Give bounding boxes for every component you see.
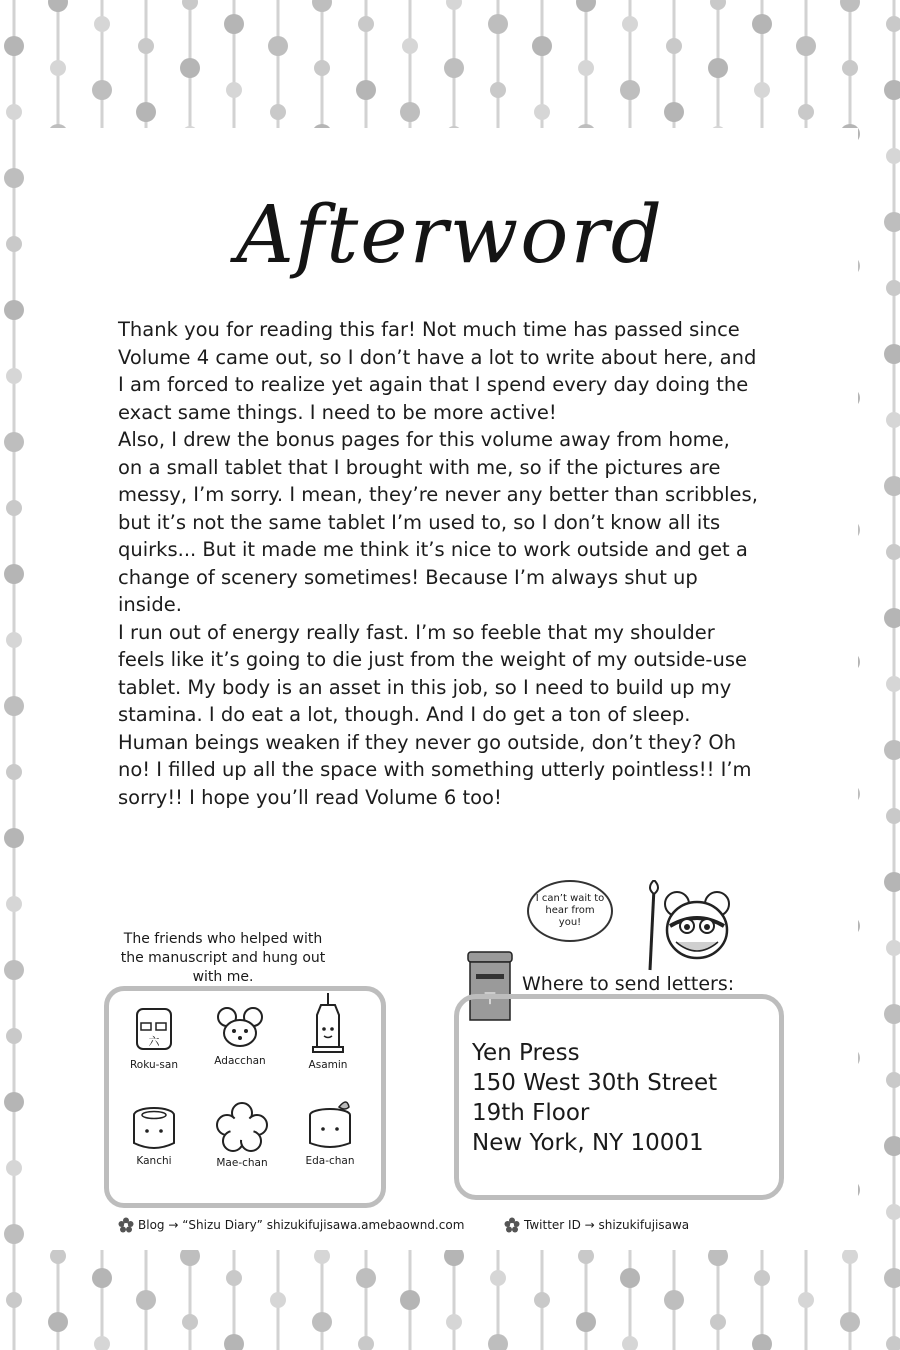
speech-bubble: I can’t wait to hear from you! [527, 880, 613, 942]
afterword-text [118, 316, 758, 811]
address-line: New York, NY 10001 [472, 1130, 704, 1156]
paragraph: Thank you for reading this far! Not much time has passed since Volume 4 came out, so I don’t have a lot to write about here, and I am forced to realize yet again that I spend every day doing the exact same things. I need to be more active! [118, 318, 757, 424]
friend-kanchi [119, 1103, 189, 1167]
friend-eda-chan [295, 1095, 365, 1167]
friend-mae-chan [207, 1101, 277, 1169]
friend-adacchan [205, 1003, 275, 1067]
tree-stump-icon [303, 1095, 357, 1153]
friend-name: Roku-san [129, 1059, 178, 1071]
afterword-panel [42, 128, 858, 1250]
friend-asamin [293, 991, 363, 1071]
flower-icon [215, 1101, 269, 1155]
blog-link[interactable] [118, 1217, 464, 1233]
mascot-with-brush-icon [632, 880, 742, 976]
friend-name: Adacchan [214, 1055, 266, 1067]
mailing-address [472, 1038, 772, 1158]
twitter-text: Twitter ID → shizukifujisawa [524, 1218, 690, 1232]
friend-name: Mae-chan [216, 1157, 268, 1169]
friend-roku-san [119, 1003, 189, 1071]
blog-text: Blog → “Shizu Diary” shizukifujisawa.amebaownd.com [138, 1218, 465, 1232]
paragraph: Also, I drew the bonus pages for this volume away from home, on a small tablet that I brought with me, so if the pictures are messy, I’m sorry. I mean, they’re never any better than scribbles, but it’s not the same tablet I’m used to, so I don’t know all its quirks... But it made me think it’s nice to work outside and get a change of scenery sometimes! Because I’m always shut up inside. [118, 428, 758, 616]
friends-caption: The friends who helped with the manuscript and hung out with me. [120, 931, 326, 985]
friends-box [104, 986, 386, 1208]
mouse-icon [213, 1003, 267, 1053]
twitter-link[interactable] [504, 1217, 689, 1233]
svg-text:〒: 〒 [481, 989, 499, 1008]
syringe-icon [303, 991, 353, 1057]
address-line: Yen Press [472, 1040, 580, 1066]
address-line: 19th Floor [472, 1100, 590, 1126]
paragraph: I run out of energy really fast. I’m so feeble that my shoulder feels like it’s going to die just from the weight of my outside-use tablet. My body is an asset in this job, so I need to build up my stamina. I do eat a lot, though. And I do get a ton of sleep. Human beings weaken if they never go outside, don’t they? Oh no! I filled up all the space with something utterly pointless!! I’m sorry!! I hope you’ll read Volume 6 too! [118, 620, 752, 809]
svg-text:六: 六 [148, 1035, 160, 1048]
address-line: 150 West 30th Street [472, 1070, 718, 1096]
letters-heading: Where to send letters: [522, 973, 735, 995]
can-icon [127, 1103, 181, 1153]
page-title: Afterword [236, 188, 664, 281]
flower-bullet-icon [504, 1217, 520, 1233]
friend-name: Asamin [308, 1059, 348, 1071]
roku-san-icon [129, 1003, 179, 1057]
friend-name: Kanchi [136, 1155, 172, 1167]
friend-name: Eda-chan [305, 1155, 355, 1167]
flower-bullet-icon [118, 1217, 134, 1233]
